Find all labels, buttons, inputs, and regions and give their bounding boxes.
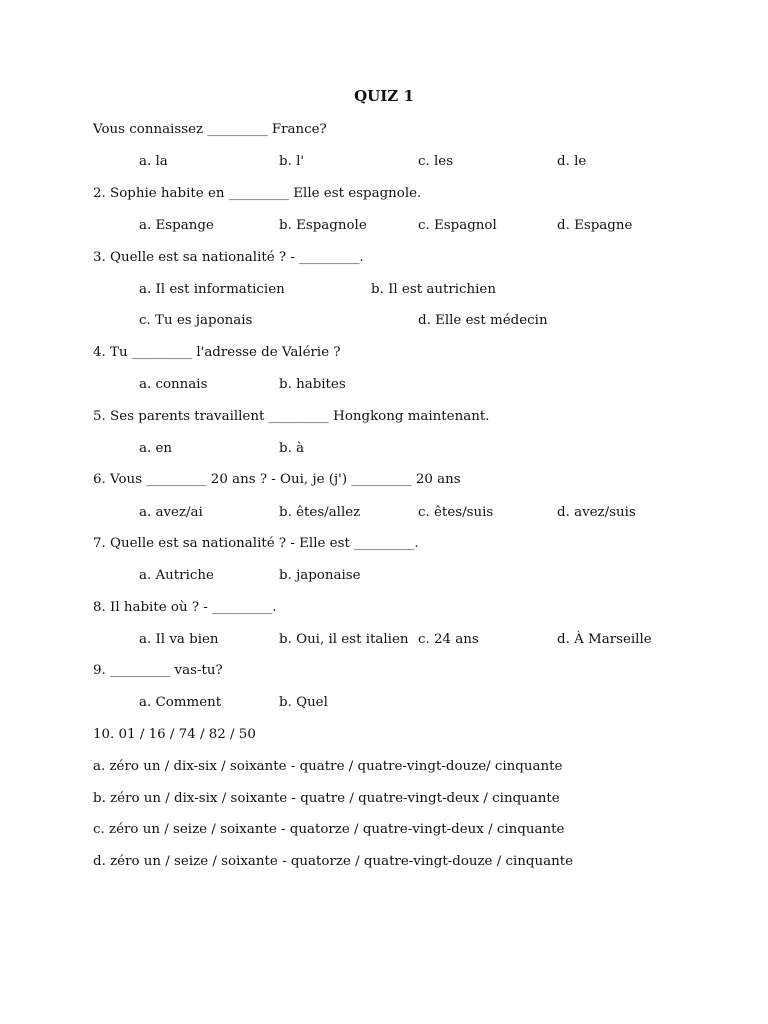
option: c. êtes/suis xyxy=(418,505,494,520)
question-9: 9. _________ vas-tu? xyxy=(93,663,223,678)
option: d. Espagne xyxy=(557,218,633,233)
option: b. zéro un / dix-six / soixante - quatre / quatre-vingt-deux / cinquante xyxy=(93,791,560,806)
option: d. Elle est médecin xyxy=(418,313,548,328)
option: b. Quel xyxy=(279,695,328,710)
page-title: QUIZ 1 xyxy=(354,87,414,105)
option: c. Tu es japonais xyxy=(139,313,253,328)
question-2: 2. Sophie habite en _________ Elle est espagnole. xyxy=(93,186,422,201)
question-1: Vous connaissez _________ France? xyxy=(93,122,327,137)
option: d. À Marseille xyxy=(557,632,652,647)
question-7: 7. Quelle est sa nationalité ? - Elle est _________. xyxy=(93,536,419,551)
option: c. les xyxy=(418,154,454,169)
option: b. l' xyxy=(279,154,305,169)
option: a. Autriche xyxy=(139,568,214,583)
option: b. habites xyxy=(279,377,346,392)
question-10: 10. 01 / 16 / 74 / 82 / 50 xyxy=(93,727,256,742)
option: b. Espagnole xyxy=(279,218,367,233)
question-4: 4. Tu _________ l'adresse de Valérie ? xyxy=(93,345,341,360)
option: a. Comment xyxy=(139,695,222,710)
question-5: 5. Ses parents travaillent _________ Hongkong maintenant. xyxy=(93,409,490,424)
option: a. la xyxy=(139,154,168,169)
option: a. en xyxy=(139,441,173,456)
option: a. Il est informaticien xyxy=(139,282,285,297)
option: a. connais xyxy=(139,377,208,392)
option: c. Espagnol xyxy=(418,218,497,233)
option: a. Espange xyxy=(139,218,214,233)
option: c. 24 ans xyxy=(418,632,479,647)
question-6: 6. Vous _________ 20 ans ? - Oui, je (j') _________ 20 ans xyxy=(93,472,461,487)
option: b. Oui, il est italien xyxy=(279,632,409,647)
option: a. avez/ai xyxy=(139,505,203,520)
option: b. êtes/allez xyxy=(279,505,361,520)
option: a. Il va bien xyxy=(139,632,219,647)
option: b. à xyxy=(279,441,305,456)
option: c. zéro un / seize / soixante - quatorze / quatre-vingt-deux / cinquante xyxy=(93,822,565,837)
option: a. zéro un / dix-six / soixante - quatre / quatre-vingt-douze/ cinquante xyxy=(93,759,563,774)
option: d. zéro un / seize / soixante - quatorze / quatre-vingt-douze / cinquante xyxy=(93,854,574,869)
option: b. japonaise xyxy=(279,568,361,583)
question-8: 8. Il habite où ? - _________. xyxy=(93,600,277,615)
option: d. le xyxy=(557,154,587,169)
option: b. Il est autrichien xyxy=(371,282,496,297)
option: d. avez/suis xyxy=(557,505,636,520)
question-3: 3. Quelle est sa nationalité ? - _________. xyxy=(93,250,364,265)
